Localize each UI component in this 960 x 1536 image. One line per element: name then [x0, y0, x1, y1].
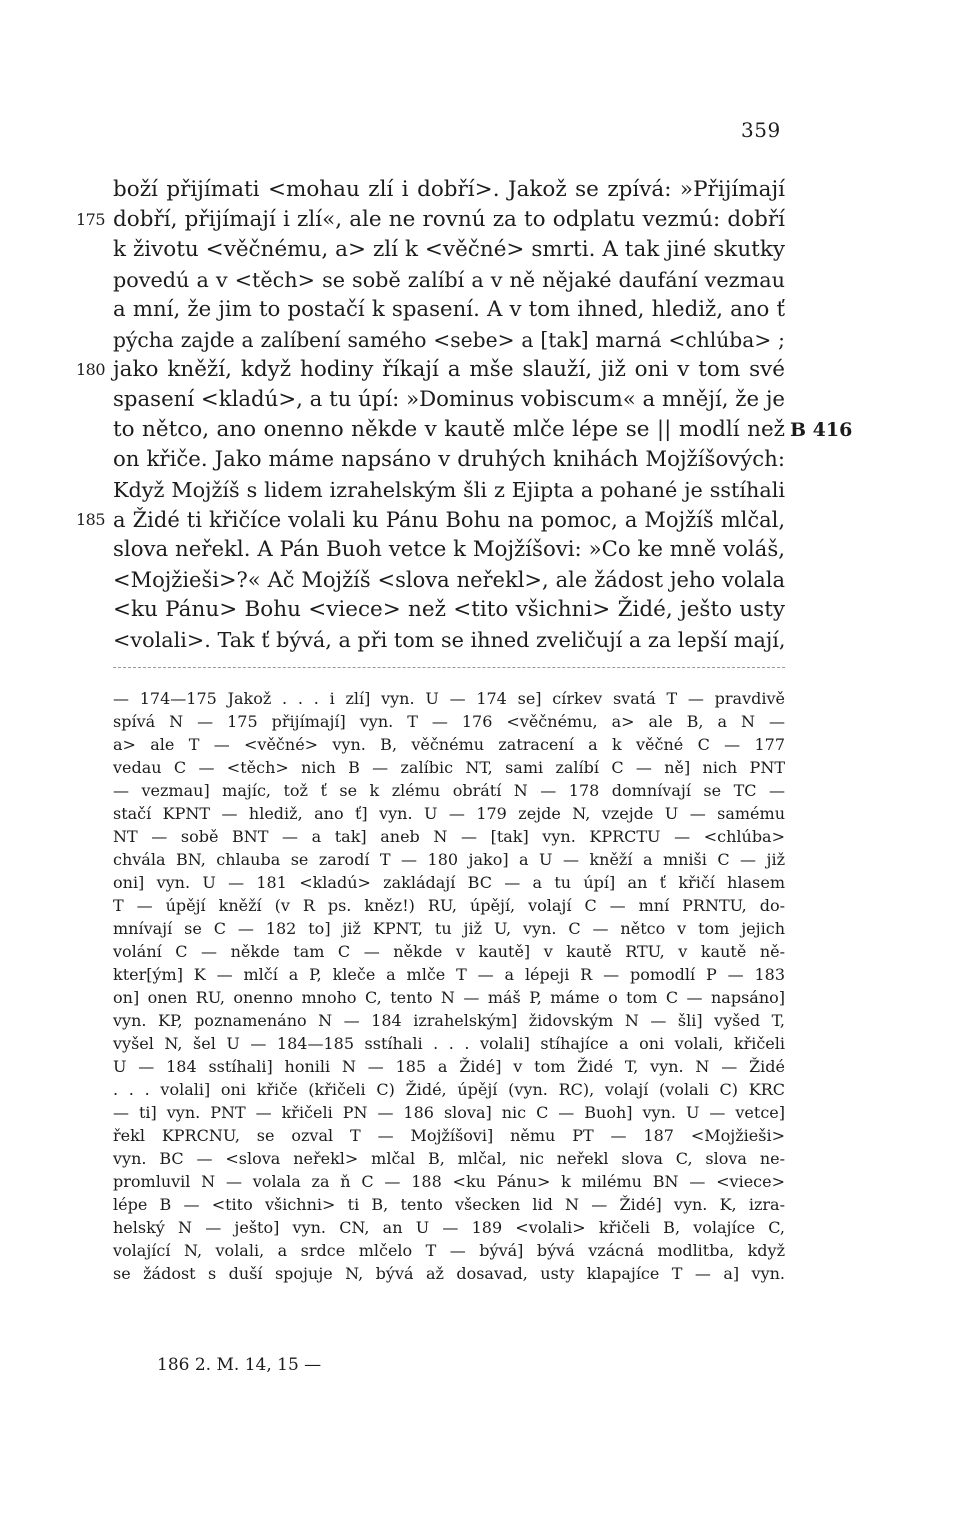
footnote-divider: [113, 667, 785, 668]
text-line: <Mojžieši>?« Ač Mojžíš <slova neřekl>, ale žádost jeho volala: [113, 568, 785, 592]
text-line: slova neřekl. A Pán Buoh vetce k Mojžíšovi: »Co ke mně voláš,: [113, 537, 785, 562]
main-text: [0, 0, 960, 700]
footnote-line: promluvil N — volala za ň C — 188 <ku Pánu> k milému BN — <viece>: [113, 1172, 785, 1191]
biblical-reference: 186 2. M. 14, 15 —: [157, 1355, 322, 1375]
text-line: a mní, že jim to postačí k spasení. A v tom ihned, hlediž, ano ť: [113, 297, 785, 322]
footnote-line: řekl KPRCNU, se ozval T — Mojžíšovi] němu PT — 187 <Mojžieši>: [113, 1126, 785, 1145]
page-number: 359: [741, 118, 781, 142]
footnote-line: lépe B — <tito všichni> ti B, tento všecken lid N — Židé] vyn. K, izra-: [113, 1195, 785, 1214]
text-line: <ku Pánu> Bohu <viece> než <tito všichni> Židé, ješto usty: [113, 597, 785, 622]
text-line: povedú a v <těch> se sobě zalíbí a v ně nějaké daufání vezmau: [113, 268, 785, 292]
text-line: Když Mojžíš s lidem izrahelským šli z Ejipta a pohané je sstíhali: [113, 478, 785, 502]
footnote-line: — vezmau] majíc, tož ť se k zlému obrátí N — 178 domnívají se TC —: [113, 781, 785, 800]
text-line: jako kněží, když hodiny říkají a mše slauží, již oni v tom své: [113, 357, 785, 382]
line-number: 185: [76, 510, 106, 529]
margin-reference: B 416: [790, 419, 853, 441]
footnote-line: T — úpějí kněží (v R ps. kněz!) RU, úpějí, volají C — mní PRNTU, do-: [113, 896, 785, 915]
footnote-line: spívá N — 175 přijímají] vyn. T — 176 <věčnému, a> ale B, a N —: [113, 712, 785, 731]
footnote-line: vyšel N, šel U — 184—185 sstíhali . . . volali] stíhajíce a oni volali, křičeli: [113, 1034, 785, 1053]
footnote-line: NT — sobě BNT — a tak] aneb N — [tak] vyn. KPRCTU — <chlúba>: [113, 827, 785, 846]
text-line: to nětco, ano onenno někde v kautě mlče lépe se || modlí než: [113, 417, 785, 442]
text-line: pýcha zajde a zalíbení samého <sebe> a [tak] marná <chlúba> ;: [113, 328, 785, 352]
text-line: on křiče. Jako máme napsáno v druhých knihách Mojžíšových:: [113, 447, 785, 472]
footnote-line: vyn. BC — <slova neřekl> mlčal B, mlčal, nic neřekl slova C, slova ne-: [113, 1149, 785, 1168]
text-line: <volali>. Tak ť bývá, a při tom se ihned zveličují a za lepší mají,: [113, 628, 786, 652]
footnote-line: volání C — někde tam C — někde v kautě] v kautě RTU, v kautě ně-: [113, 942, 785, 961]
footnote-line: on] onen RU, onenno mnoho C, tento N — máš P, máme o tom C — napsáno]: [113, 988, 785, 1007]
footnote-line: oni] vyn. U — 181 <kladú> zakládají BC — a tu úpí] an ť křičí hlasem: [113, 873, 785, 892]
text-line: boží přijímati <mohau zlí i dobří>. Jakož se zpívá: »Přijímají: [113, 177, 785, 202]
footnote-line: chvála BN, chlauba se zarodí T — 180 jako] a U — kněží a mniši C — již: [113, 850, 785, 869]
footnote-line: mnívají se C — 182 to] již KPNT, tu již U, vyn. C — nětco v tom jejich: [113, 919, 785, 938]
footnote-line: se žádost s duší spojuje N, bývá až dosavad, usty klapajíce T — a] vyn.: [113, 1264, 785, 1283]
footnote-line: vedau C — <těch> nich B — zalíbic NT, sami zalíbí C — ně] nich PNT: [113, 758, 785, 777]
footnote-line: vyn. KP, poznamenáno N — 184 izrahelským] židovským N — šli] vyšed T,: [113, 1011, 785, 1030]
footnote-line: . . . volali] oni křiče (křičeli C) Židé, úpějí (vyn. RC), volají (volali C) KRC: [113, 1080, 785, 1099]
footnote-line: stačí KPNT — hlediž, ano ť] vyn. U — 179 zejde N, vzejde U — samému: [113, 804, 785, 823]
footnote-line: volající N, volali, a srdce mlčelo T — bývá] bývá vzácná modlitba, když: [113, 1241, 785, 1260]
text-line: dobří, přijímají i zlí«, ale ne rovnú za to odplatu vezmú: dobří: [113, 207, 785, 232]
line-number: 180: [76, 360, 106, 379]
footnote-line: — ti] vyn. PNT — křičeli PN — 186 slova] nic C — Buoh] vyn. U — vetce]: [113, 1103, 785, 1122]
footnote-line: helský N — ješto] vyn. CN, an U — 189 <volali> křičeli B, volajíce C,: [113, 1218, 785, 1237]
text-line: spasení <kladú>, a tu úpí: »Dominus vobiscum« a mnějí, že je: [113, 387, 785, 412]
footnote-line: kter[ým] K — mlčí a P, kleče a mlče T — a lépeji R — pomodlí P — 183: [113, 965, 785, 984]
footnote-line: U — 184 sstíhali] honili N — 185 a Židé] v tom Židé T, vyn. N — Židé: [113, 1057, 785, 1076]
footnote-line: — 174—175 Jakož . . . i zlí] vyn. U — 174 se] církev svatá T — pravdivě: [113, 689, 785, 708]
line-number: 175: [76, 210, 106, 229]
text-line: a Židé ti křičíce volali ku Pánu Bohu na pomoc, a Mojžíš mlčal,: [113, 508, 785, 532]
text-line: k životu <věčnému, a> zlí k <věčné> smrti. A tak jiné skutky: [113, 237, 785, 262]
footnote-line: a> ale T — <věčné> vyn. B, věčnému zatracení a k věčné C — 177: [113, 735, 785, 754]
